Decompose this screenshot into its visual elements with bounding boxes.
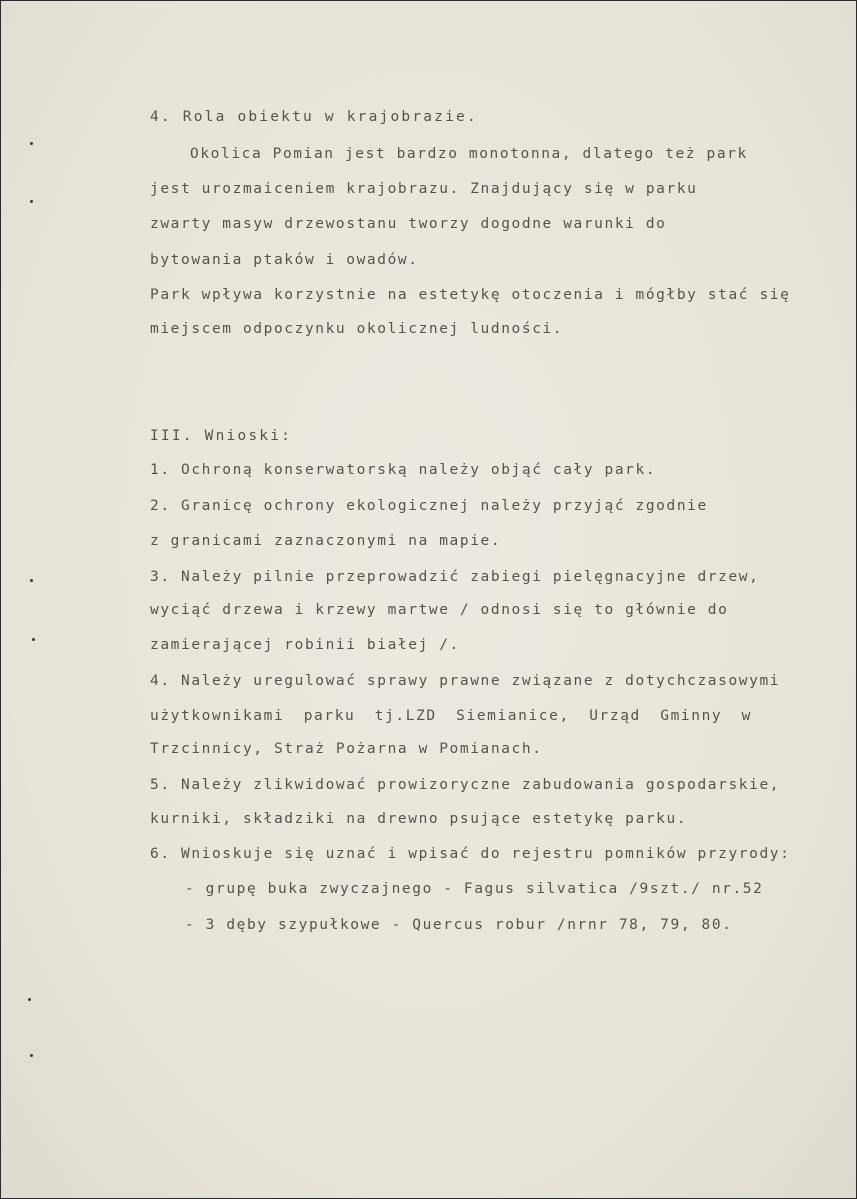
conclusion-line: zamierającej robinii białej /. (150, 637, 460, 653)
conclusion-subitem: - 3 dęby szypułkowe - Quercus robur /nrnr 78, 79, 80. (185, 917, 733, 933)
section-4-line: Okolica Pomian jest bardzo monotonna, dlatego też park (190, 146, 748, 162)
conclusion-line: kurniki, składziki na drewno psujące estetykę parku. (150, 811, 688, 827)
margin-speck (30, 1054, 33, 1057)
conclusion-line: 6. Wnioskuje się uznać i wpisać do rejestru pomników przyrody: (150, 846, 791, 862)
section-4-line: bytowania ptaków i owadów. (150, 252, 419, 268)
margin-speck (32, 638, 35, 641)
section-4-line: jest urozmaiceniem krajobrazu. Znajdujący się w parku (150, 181, 698, 197)
conclusion-subitem: - grupę buka zwyczajnego - Fagus silvatica /9szt./ nr.52 (185, 881, 764, 897)
section-4-heading: 4. Rola obiektu w krajobrazie. (150, 109, 478, 125)
conclusion-line: 2. Granicę ochrony ekologicznej należy przyjąć zgodnie (150, 498, 708, 514)
section-4-line: zwarty masyw drzewostanu tworzy dogodne warunki do (150, 216, 667, 232)
conclusion-line: 3. Należy pilnie przeprowadzić zabiegi pielęgnacyjne drzew, (150, 569, 760, 585)
section-4-line: miejscem odpoczynku okolicznej ludności. (150, 321, 564, 337)
section-4-line: Park wpływa korzystnie na estetykę otoczenia i mógłby stać się (150, 287, 791, 303)
conclusion-line: użytkownikami parku tj.LZD Siemianice, Urząd Gminny w (150, 708, 752, 724)
margin-speck (30, 579, 33, 582)
conclusion-line: 4. Należy uregulować sprawy prawne związane z dotychczasowymi (150, 673, 781, 689)
conclusion-line: wyciąć drzewa i krzewy martwe / odnosi się to głównie do (150, 602, 729, 618)
conclusion-line: 5. Należy zlikwidować prowizoryczne zabudowania gospodarskie, (150, 777, 781, 793)
margin-speck (28, 998, 31, 1001)
conclusion-line: 1. Ochroną konserwatorską należy objąć cały park. (150, 462, 657, 478)
margin-speck (30, 200, 33, 203)
section-iii-heading: III. Wnioski: (150, 428, 293, 444)
margin-speck (30, 142, 33, 145)
conclusion-line: z granicami zaznaczonymi na mapie. (150, 533, 502, 549)
conclusion-line: Trzcinnicy, Straż Pożarna w Pomianach. (150, 741, 543, 757)
